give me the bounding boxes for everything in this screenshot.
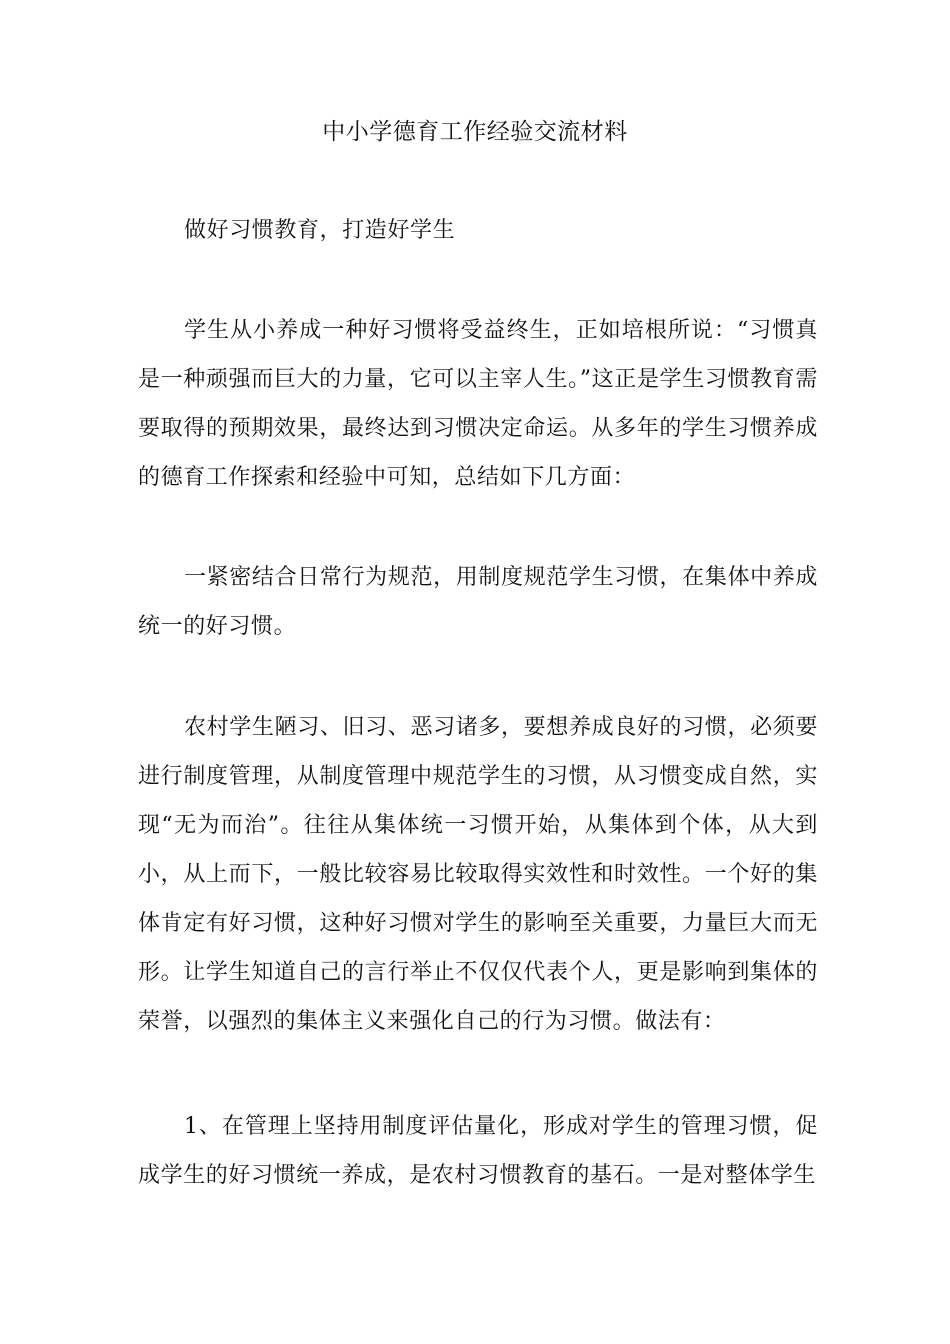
document-subtitle: 做好习惯教育，打造好学生 <box>184 218 456 243</box>
paragraph-section-heading: 一紧密结合日常行为规范，用制度规范学生习惯，在集体中养成统一的好习惯。 <box>138 565 818 639</box>
paragraph-body: 农村学生陋习、旧习、恶习诸多，要想养成良好的习惯，必须要进行制度管理，从制度管理中规范学生的习惯，从习惯变成自然，实现“无为而治”。往往从集体统一习惯开始，从集体到个体，从大到小，从上而下，一般比较容易比较取得实效性和时效性。一个好的集体肯定有好习惯，这种好习惯对学生的影响至关重要，力量巨大而无形。让学生知道自己的言行举止不仅仅代表个人，更是影响到集体的荣誉，以强烈的集体主义来强化自己的行为习惯。做法有： <box>138 715 818 1034</box>
paragraph-method-1: 1、在管理上坚持用制度评估量化，形成对学生的管理习惯，促成学生的好习惯统一养成，是农村习惯教育的基石。一是对整体学生 <box>138 1114 818 1188</box>
paragraph-intro: 学生从小养成一种好习惯将受益终生，正如培根所说：“习惯真是一种顽强而巨大的力量，它可以主宰人生。”这正是学生习惯教育需要取得的预期效果，最终达到习惯决定命运。从多年的学生习惯养成的德育工作探索和经验中可知，总结如下几方面： <box>138 318 818 490</box>
document-title: 中小学德育工作经验交流材料 <box>322 119 628 145</box>
